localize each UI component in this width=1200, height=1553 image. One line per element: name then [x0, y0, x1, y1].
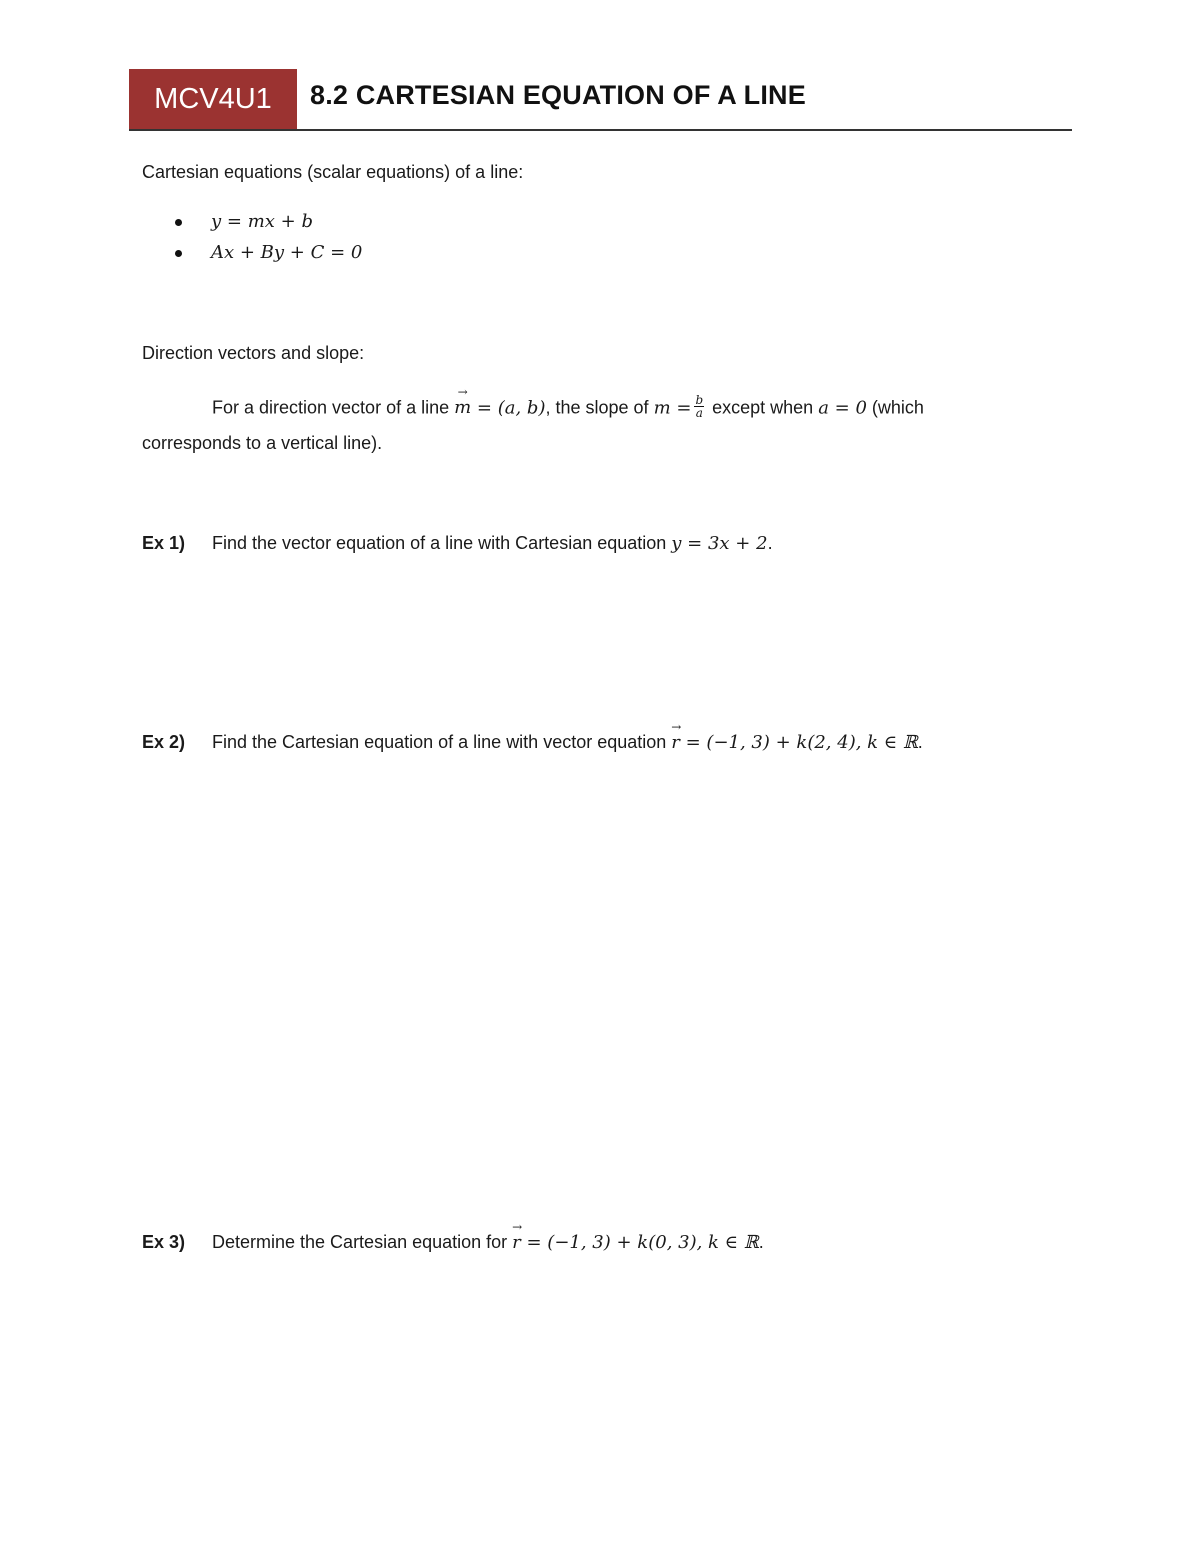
example-2-question: Find the Cartesian equation of a line with vector equation → r = (−1, 3) + k(2, 4), k ∈ ℝ. [212, 720, 923, 753]
direction-text-c: , the slope of [545, 397, 654, 418]
direction-paragraph-line2: corresponds to a vertical line). [142, 433, 383, 453]
example-1-label: Ex 1) [142, 533, 186, 553]
vertical-condition: a = 0 [818, 397, 867, 419]
example-1-question: Find the vector equation of a line with Cartesian equation y = 3x + 2. [212, 533, 773, 554]
direction-text-d: except when [707, 397, 819, 418]
example-2-text: Find the Cartesian equation of a line with vector equation [212, 732, 672, 752]
course-code: MCV4U1 [154, 83, 272, 115]
example-1-equation: y = 3x + 2 [671, 533, 768, 554]
direction-text-a: For a direction vector of a line [212, 397, 455, 418]
example-3-label: Ex 3) [142, 1232, 186, 1252]
example-2-equation: = (−1, 3) + k(2, 4), k ∈ ℝ [679, 732, 918, 753]
header-divider [129, 129, 1072, 131]
fraction-numerator: b [695, 393, 704, 407]
equation-slope-intercept: y = mx + b [211, 211, 313, 232]
example-1-text: Find the vector equation of a line with Cartesian equation [212, 533, 672, 553]
example-3-question: Determine the Cartesian equation for → r = (−1, 3) + k(0, 3), k ∈ ℝ. [212, 1220, 764, 1253]
slope-fraction [694, 394, 704, 419]
page-title: 8.2 CARTESIAN EQUATION OF A LINE [310, 80, 806, 110]
example-2-vector-r: → r [671, 720, 682, 753]
direction-vector-components: = (a, b) [471, 397, 546, 419]
intro-heading: Cartesian equations (scalar equations) of a line: [142, 162, 524, 182]
equation-standard-form: Ax + By + C = 0 [211, 242, 363, 263]
example-2-label: Ex 2) [142, 732, 186, 752]
example-3-vector-r: → r [512, 1220, 523, 1253]
slope-variable: m = [653, 397, 692, 419]
vector-arrow-icon: → [671, 720, 682, 734]
example-3-text: Determine the Cartesian equation for [212, 1232, 513, 1252]
direction-paragraph-line1 [212, 385, 924, 421]
bullet-dot [175, 219, 182, 226]
fraction-denominator: a [695, 406, 703, 420]
course-code-badge [129, 69, 297, 130]
direction-text-e: (which [866, 397, 924, 418]
vector-arrow-icon: → [457, 385, 468, 400]
example-3-equation: = (−1, 3) + k(0, 3), k ∈ ℝ [520, 1232, 759, 1253]
bullet-dot [175, 250, 182, 257]
vector-arrow-icon: → [512, 1220, 523, 1234]
direction-vector-m: → m [454, 385, 472, 419]
direction-heading: Direction vectors and slope: [142, 343, 365, 363]
